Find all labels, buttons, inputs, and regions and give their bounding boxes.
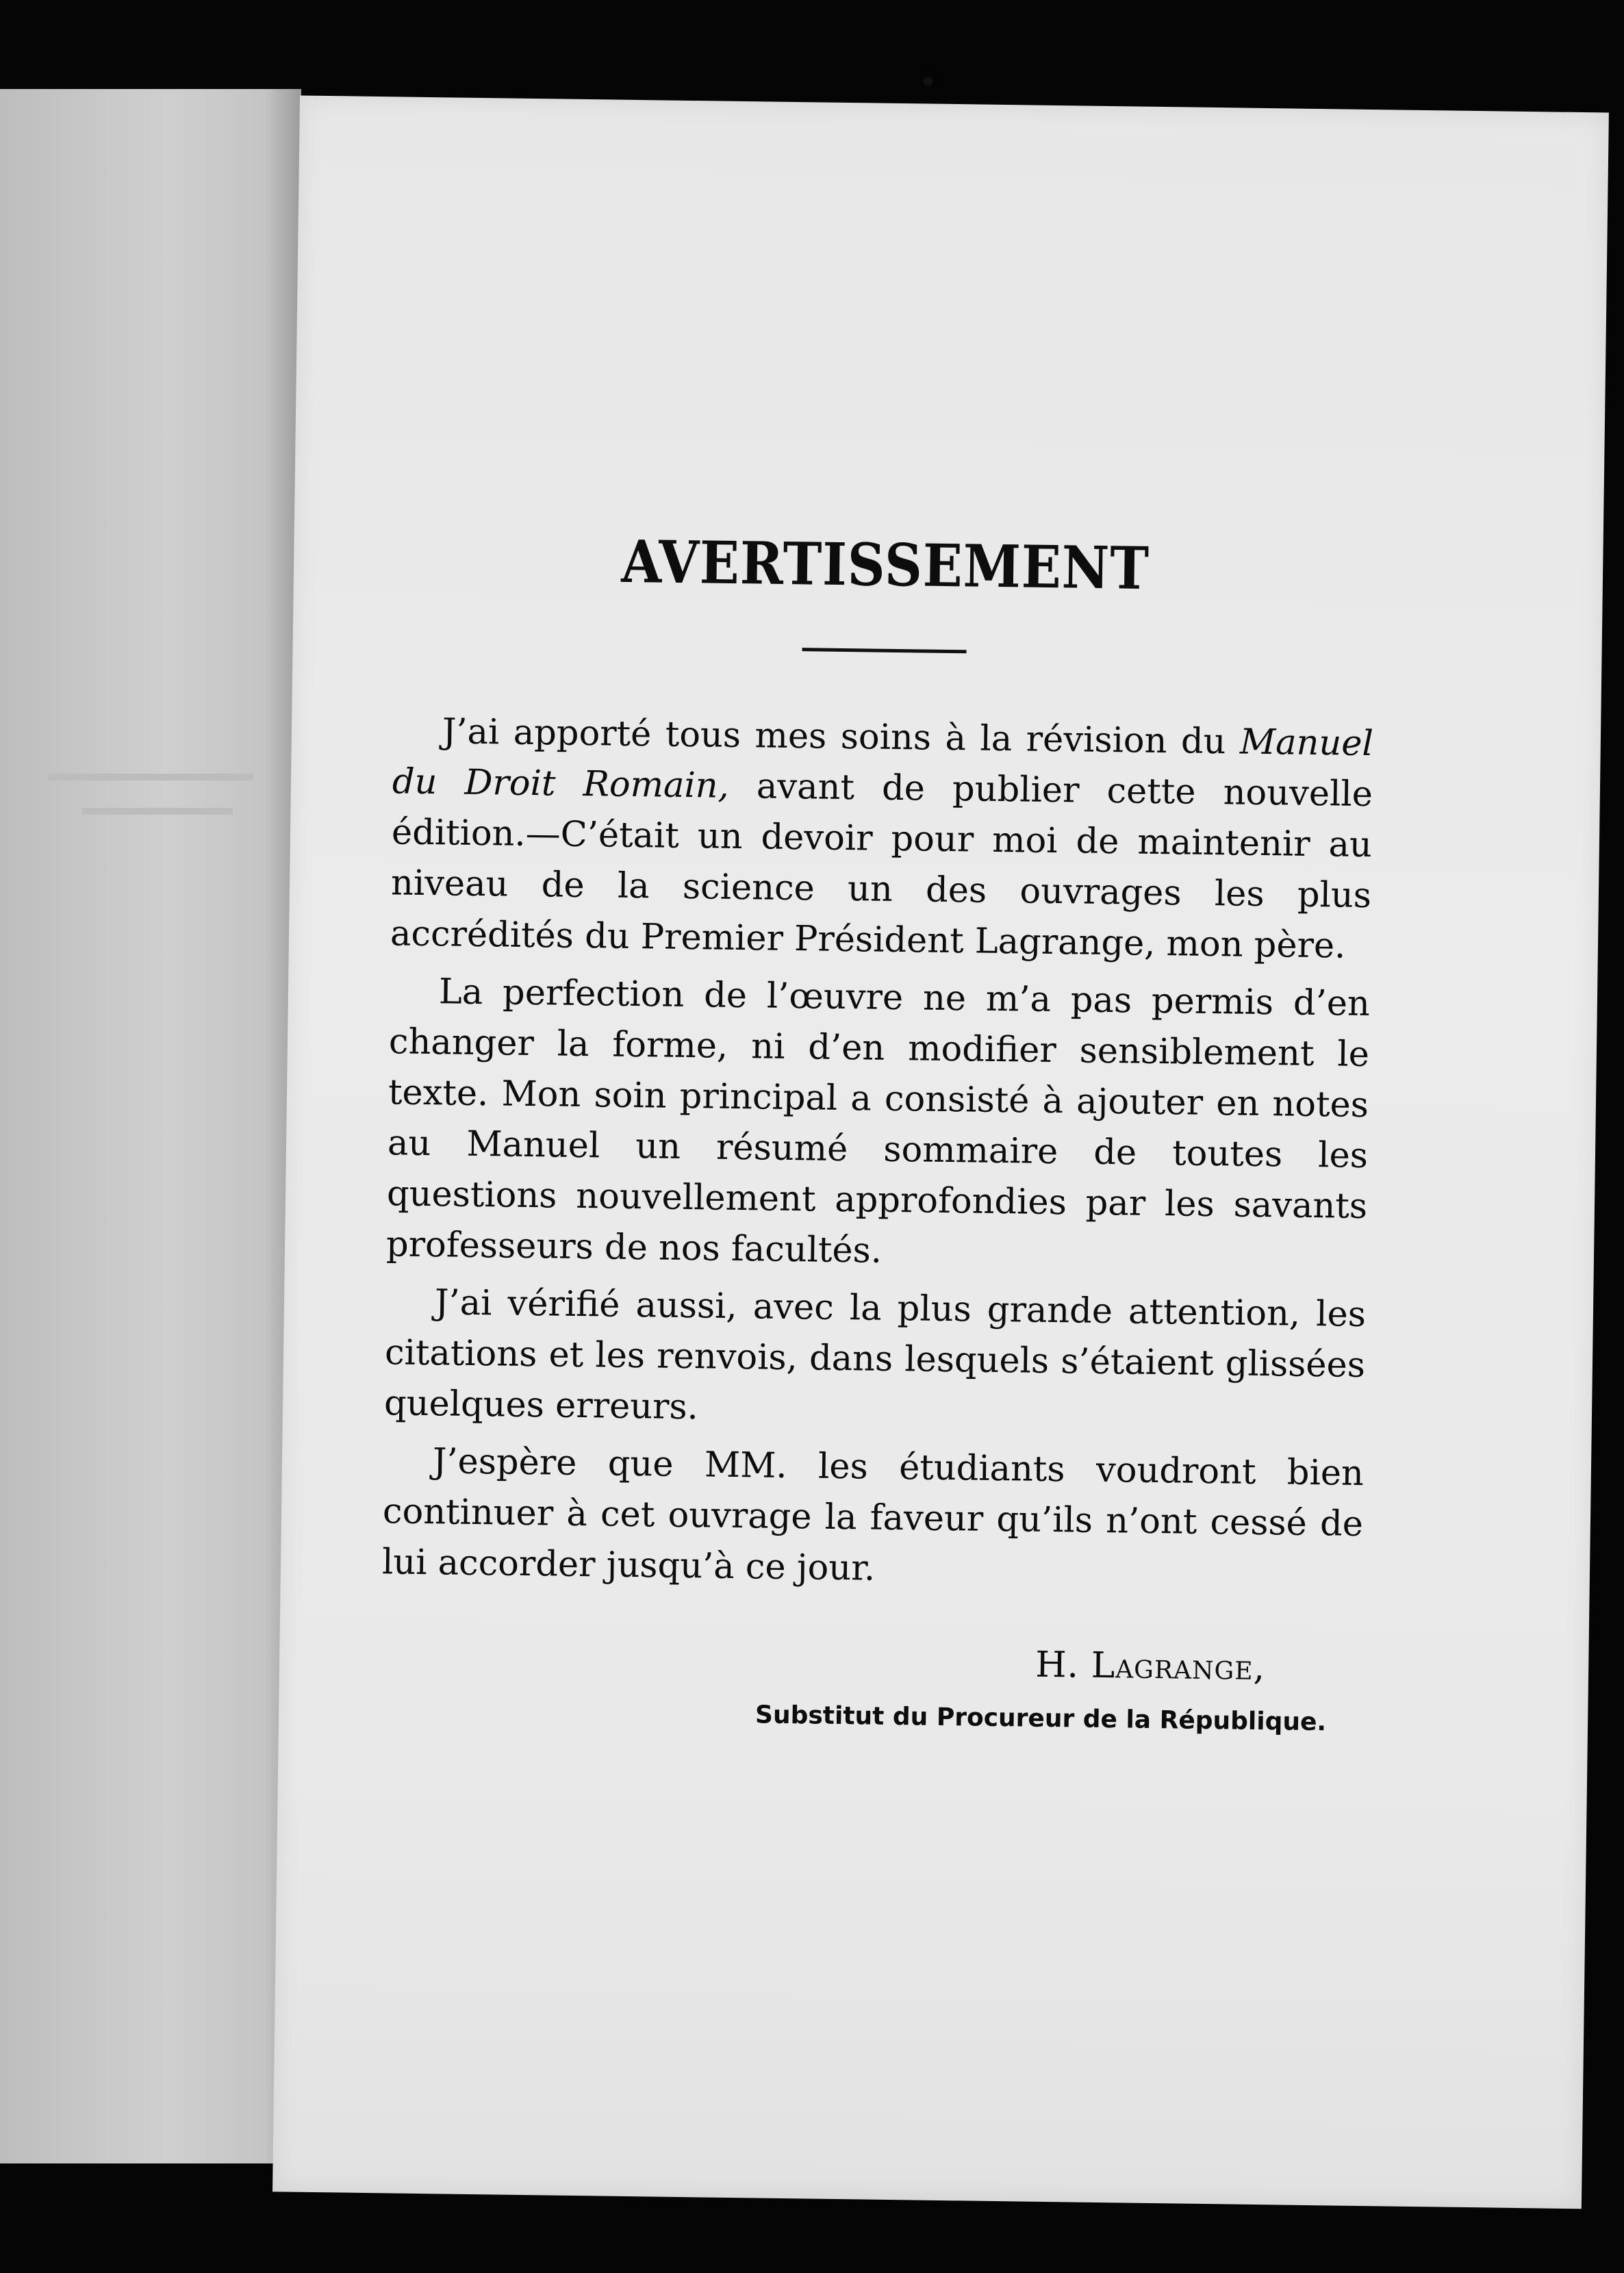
signature-name: H. Lagrange, [1035,1644,1266,1689]
signature [381,1636,1362,1690]
page-title: AVERTISSEMENT [620,527,1150,603]
paragraph-1-text-end: avant de publier cette nouvelle édition.—C’était un devoir pour moi de maintenir au niveau de la science un des ouvrages les plus accrédités du Premier Président Lagrange, mon père. [390,765,1373,967]
book-title-italic: Manuel du Droit Romain, [392,722,1374,807]
left-facing-page [0,89,301,2163]
paragraph-2: La perfection de l’œuvre ne m’a pas permis d’en changer la forme, ni d’en modifier sensiblement le texte. Mon soin principal a consisté à ajouter en notes au Manuel un résumé sommaire de toutes les questions nouvellement approfondies par les savants professeurs de nos facultés. [385,972,1371,1271]
paragraph-1-text-start: J’ai apporté tous mes soins à la révision du [442,711,1241,763]
paragraph-4: J’espère que MM. les étudiants voudront bien continuer à cet ouvrage la faveur qu’ils n’ont cessé de lui accorder jusqu’à ce jour. [381,1441,1365,1589]
page-content [380,418,1378,1737]
paragraph-1 [390,706,1374,972]
scan-speck [923,76,932,86]
bleed-through-mark [82,808,233,815]
paragraph-3: J’ai vérifié aussi, avec la plus grande attention, les citations et les renvois, dans lesquels s’étaient glissées quelques erreurs. [383,1282,1367,1428]
bleed-through-mark [48,774,253,780]
title-rule [802,648,967,653]
signatory-role: Substitut du Procureur de la République. [754,1701,1327,1737]
document-page [272,95,1609,2209]
